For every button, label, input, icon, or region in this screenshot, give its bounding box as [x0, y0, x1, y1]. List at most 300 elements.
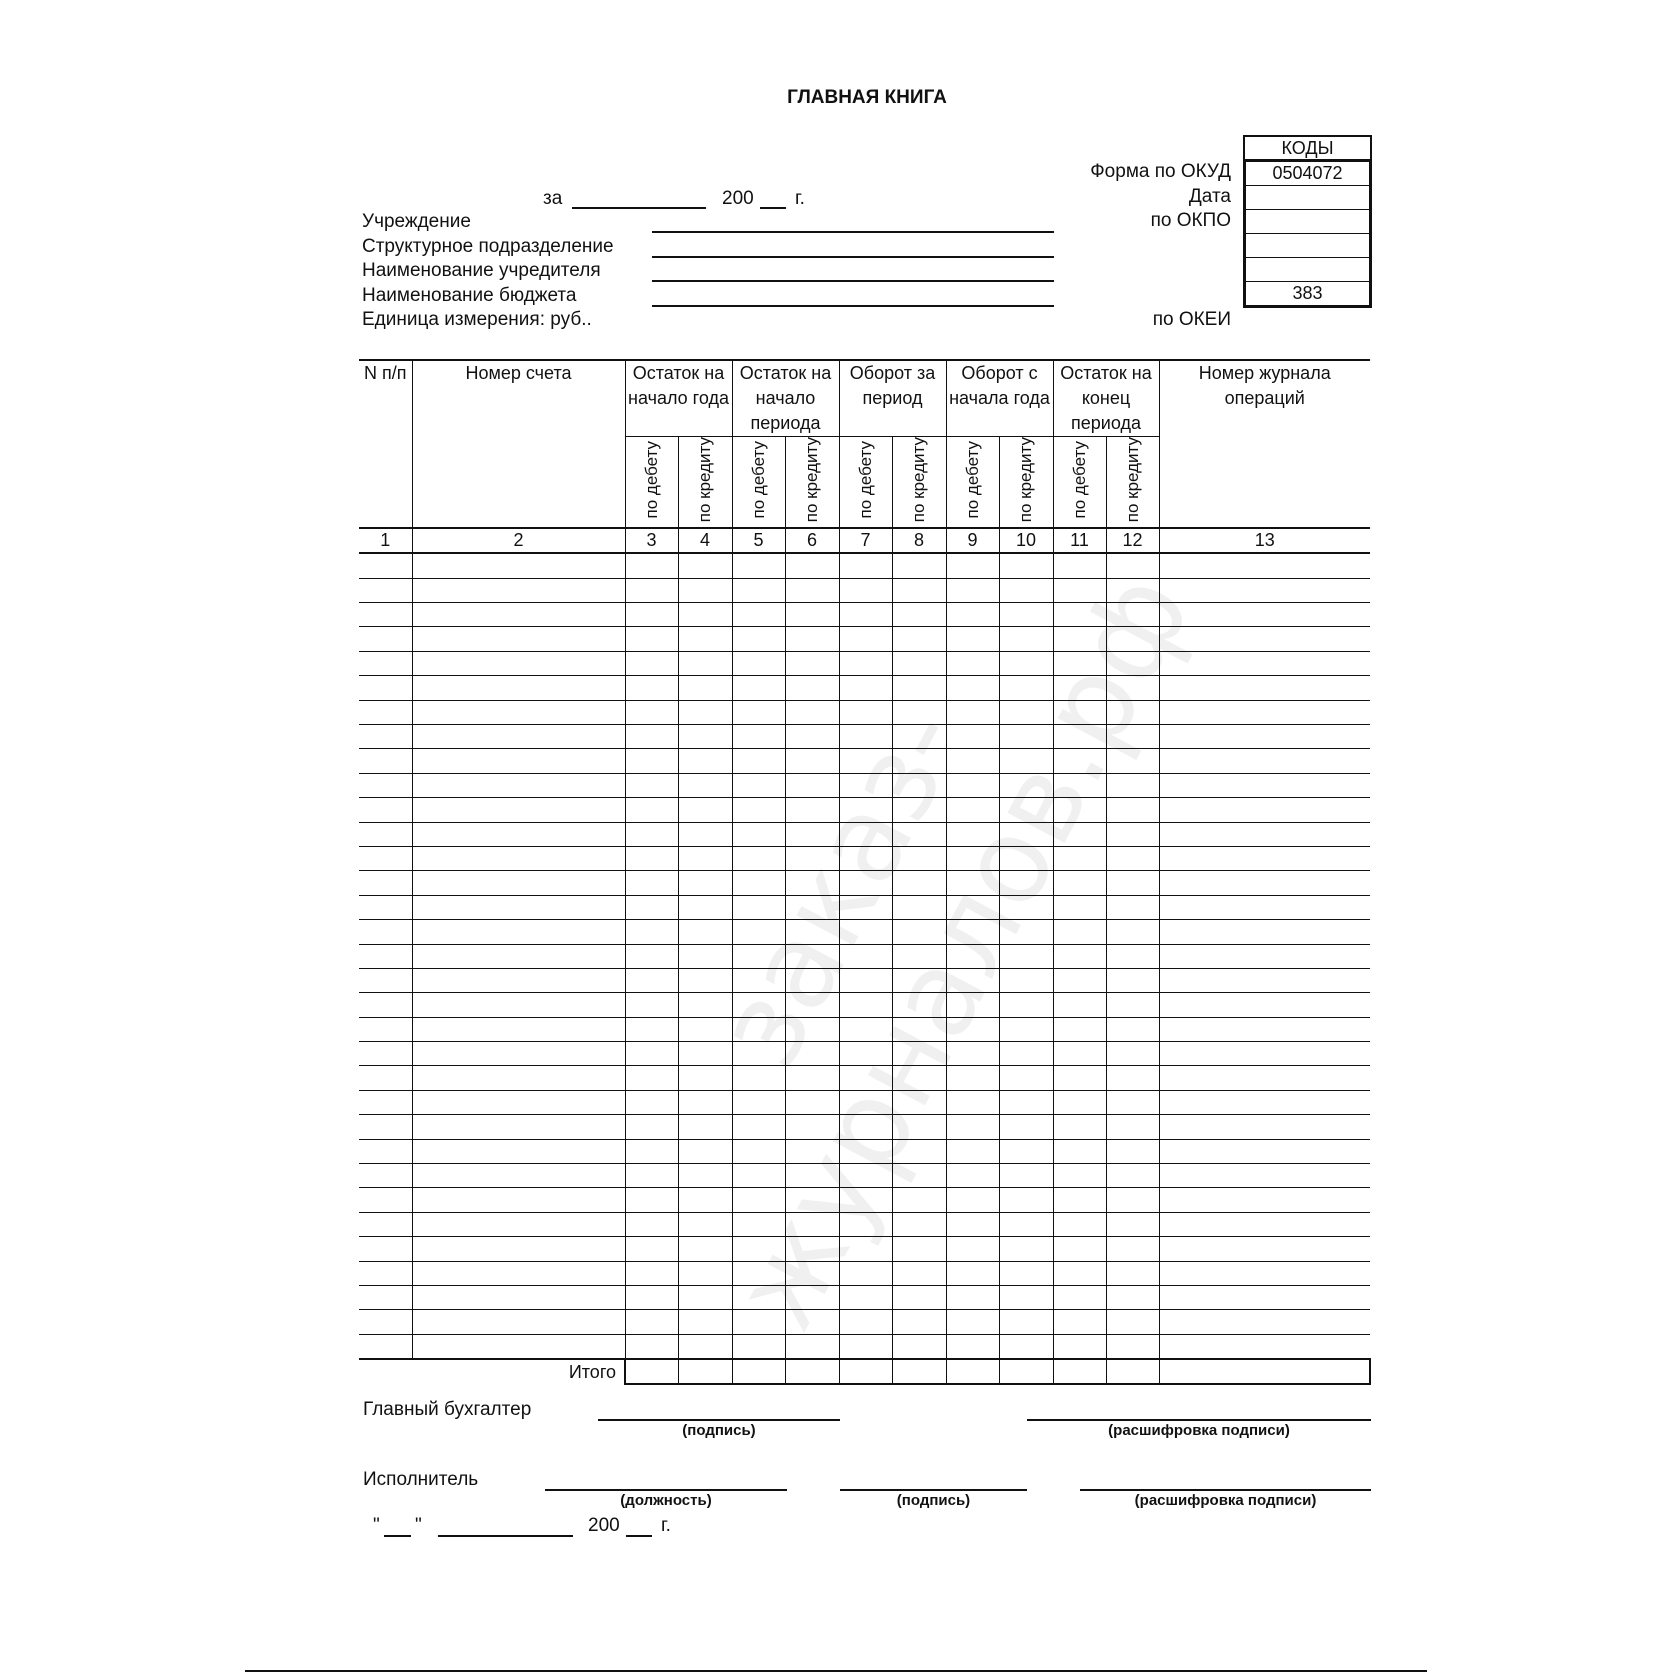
table-cell[interactable] [625, 1139, 678, 1163]
table-cell[interactable] [625, 1188, 678, 1212]
table-cell[interactable] [839, 895, 892, 919]
table-cell[interactable] [359, 676, 412, 700]
table-cell[interactable] [785, 1115, 839, 1139]
table-cell[interactable] [839, 553, 892, 578]
table-cell[interactable] [839, 1139, 892, 1163]
table-cell[interactable] [1159, 627, 1370, 651]
table-cell[interactable] [732, 724, 785, 748]
table-cell[interactable] [1053, 1066, 1106, 1090]
table-cell[interactable] [1106, 1237, 1159, 1261]
table-cell[interactable] [1106, 920, 1159, 944]
table-cell[interactable] [678, 1334, 732, 1359]
table-cell[interactable] [412, 1237, 625, 1261]
table-cell[interactable] [1053, 578, 1106, 602]
table-cell[interactable] [412, 1212, 625, 1236]
table-cell[interactable] [946, 798, 999, 822]
table-cell[interactable] [946, 1334, 999, 1359]
table-cell[interactable] [412, 846, 625, 870]
table-cell[interactable] [678, 871, 732, 895]
table-cell[interactable] [1053, 1017, 1106, 1041]
table-cell[interactable] [1159, 578, 1370, 602]
table-cell[interactable] [412, 798, 625, 822]
table-cell[interactable] [785, 920, 839, 944]
table-cell[interactable] [1159, 749, 1370, 773]
table-cell[interactable] [1106, 1139, 1159, 1163]
table-cell[interactable] [1159, 553, 1370, 578]
table-cell[interactable] [785, 895, 839, 919]
total-cell[interactable] [1053, 1359, 1106, 1384]
table-cell[interactable] [1106, 871, 1159, 895]
table-cell[interactable] [359, 1066, 412, 1090]
table-cell[interactable] [839, 1115, 892, 1139]
table-cell[interactable] [412, 1261, 625, 1285]
table-cell[interactable] [412, 553, 625, 578]
table-cell[interactable] [1159, 920, 1370, 944]
table-cell[interactable] [1106, 1261, 1159, 1285]
table-cell[interactable] [625, 1090, 678, 1114]
table-cell[interactable] [1159, 651, 1370, 675]
table-cell[interactable] [1159, 846, 1370, 870]
table-cell[interactable] [625, 1017, 678, 1041]
table-cell[interactable] [732, 1334, 785, 1359]
table-cell[interactable] [732, 651, 785, 675]
table-cell[interactable] [732, 1017, 785, 1041]
table-cell[interactable] [839, 724, 892, 748]
table-cell[interactable] [678, 651, 732, 675]
table-cell[interactable] [732, 1285, 785, 1309]
table-cell[interactable] [892, 1115, 946, 1139]
table-cell[interactable] [1053, 1237, 1106, 1261]
table-cell[interactable] [839, 944, 892, 968]
table-cell[interactable] [678, 968, 732, 992]
table-cell[interactable] [892, 993, 946, 1017]
table-cell[interactable] [785, 603, 839, 627]
table-cell[interactable] [1053, 553, 1106, 578]
table-cell[interactable] [1159, 1042, 1370, 1066]
table-cell[interactable] [732, 1139, 785, 1163]
table-cell[interactable] [412, 944, 625, 968]
table-cell[interactable] [359, 1188, 412, 1212]
table-cell[interactable] [412, 1017, 625, 1041]
table-cell[interactable] [678, 798, 732, 822]
table-cell[interactable] [946, 1237, 999, 1261]
table-cell[interactable] [999, 1261, 1053, 1285]
table-cell[interactable] [999, 1042, 1053, 1066]
table-cell[interactable] [785, 553, 839, 578]
table-cell[interactable] [412, 871, 625, 895]
table-cell[interactable] [839, 1066, 892, 1090]
table-cell[interactable] [732, 1237, 785, 1261]
table-cell[interactable] [1159, 1090, 1370, 1114]
table-cell[interactable] [1053, 798, 1106, 822]
table-cell[interactable] [892, 1261, 946, 1285]
table-cell[interactable] [999, 1139, 1053, 1163]
table-cell[interactable] [678, 895, 732, 919]
table-cell[interactable] [412, 920, 625, 944]
table-cell[interactable] [412, 603, 625, 627]
table-cell[interactable] [946, 1188, 999, 1212]
table-cell[interactable] [1053, 1042, 1106, 1066]
table-cell[interactable] [839, 578, 892, 602]
table-cell[interactable] [678, 749, 732, 773]
table-cell[interactable] [1053, 1164, 1106, 1188]
table-cell[interactable] [625, 578, 678, 602]
table-cell[interactable] [678, 1237, 732, 1261]
table-cell[interactable] [1106, 1334, 1159, 1359]
table-cell[interactable] [946, 603, 999, 627]
table-cell[interactable] [1106, 627, 1159, 651]
table-cell[interactable] [999, 651, 1053, 675]
table-cell[interactable] [625, 676, 678, 700]
table-cell[interactable] [359, 749, 412, 773]
table-cell[interactable] [999, 968, 1053, 992]
table-cell[interactable] [785, 749, 839, 773]
table-cell[interactable] [1053, 749, 1106, 773]
table-cell[interactable] [839, 676, 892, 700]
table-cell[interactable] [1106, 773, 1159, 797]
table-cell[interactable] [732, 1188, 785, 1212]
table-cell[interactable] [999, 1334, 1053, 1359]
table-cell[interactable] [946, 1310, 999, 1334]
table-cell[interactable] [625, 895, 678, 919]
table-cell[interactable] [946, 1066, 999, 1090]
table-cell[interactable] [785, 773, 839, 797]
table-cell[interactable] [946, 920, 999, 944]
table-cell[interactable] [839, 1285, 892, 1309]
table-cell[interactable] [892, 846, 946, 870]
table-cell[interactable] [892, 895, 946, 919]
table-cell[interactable] [946, 724, 999, 748]
table-cell[interactable] [892, 553, 946, 578]
table-cell[interactable] [839, 1042, 892, 1066]
table-cell[interactable] [678, 1310, 732, 1334]
code-blank-2[interactable] [1246, 258, 1369, 282]
table-cell[interactable] [412, 651, 625, 675]
table-cell[interactable] [678, 1115, 732, 1139]
table-cell[interactable] [1159, 700, 1370, 724]
table-cell[interactable] [785, 944, 839, 968]
table-cell[interactable] [1159, 944, 1370, 968]
table-cell[interactable] [625, 1066, 678, 1090]
table-cell[interactable] [732, 871, 785, 895]
table-cell[interactable] [946, 578, 999, 602]
total-cell[interactable] [678, 1359, 732, 1384]
table-cell[interactable] [625, 944, 678, 968]
table-cell[interactable] [732, 1212, 785, 1236]
code-blank-1[interactable] [1246, 234, 1369, 258]
table-cell[interactable] [1159, 1017, 1370, 1041]
table-cell[interactable] [946, 1042, 999, 1066]
table-cell[interactable] [359, 1310, 412, 1334]
table-cell[interactable] [785, 1164, 839, 1188]
table-cell[interactable] [785, 1310, 839, 1334]
table-cell[interactable] [839, 993, 892, 1017]
table-cell[interactable] [625, 1164, 678, 1188]
table-cell[interactable] [785, 651, 839, 675]
table-cell[interactable] [839, 651, 892, 675]
table-cell[interactable] [1053, 1090, 1106, 1114]
table-cell[interactable] [1159, 968, 1370, 992]
table-cell[interactable] [785, 1188, 839, 1212]
table-cell[interactable] [1053, 822, 1106, 846]
table-cell[interactable] [1106, 1115, 1159, 1139]
table-cell[interactable] [1159, 1334, 1370, 1359]
table-cell[interactable] [732, 700, 785, 724]
table-cell[interactable] [359, 822, 412, 846]
table-cell[interactable] [1159, 1285, 1370, 1309]
table-cell[interactable] [1053, 1285, 1106, 1309]
table-cell[interactable] [1106, 1212, 1159, 1236]
table-cell[interactable] [946, 773, 999, 797]
table-cell[interactable] [892, 871, 946, 895]
table-cell[interactable] [839, 1090, 892, 1114]
table-cell[interactable] [946, 1017, 999, 1041]
table-cell[interactable] [892, 578, 946, 602]
table-cell[interactable] [892, 1042, 946, 1066]
table-cell[interactable] [892, 1285, 946, 1309]
table-cell[interactable] [625, 1042, 678, 1066]
table-cell[interactable] [785, 1017, 839, 1041]
table-cell[interactable] [678, 700, 732, 724]
table-cell[interactable] [678, 578, 732, 602]
table-cell[interactable] [412, 773, 625, 797]
budget-line[interactable] [652, 305, 1054, 307]
table-cell[interactable] [359, 1115, 412, 1139]
table-cell[interactable] [625, 700, 678, 724]
table-cell[interactable] [839, 968, 892, 992]
table-cell[interactable] [1106, 724, 1159, 748]
table-cell[interactable] [1053, 627, 1106, 651]
table-cell[interactable] [625, 993, 678, 1017]
table-cell[interactable] [359, 1212, 412, 1236]
table-cell[interactable] [839, 1237, 892, 1261]
table-cell[interactable] [1053, 920, 1106, 944]
okpo-value[interactable] [1246, 210, 1369, 234]
table-cell[interactable] [1159, 1115, 1370, 1139]
table-cell[interactable] [839, 1310, 892, 1334]
table-cell[interactable] [678, 1066, 732, 1090]
table-cell[interactable] [1106, 822, 1159, 846]
table-cell[interactable] [625, 1237, 678, 1261]
table-cell[interactable] [946, 895, 999, 919]
table-cell[interactable] [1159, 1261, 1370, 1285]
table-cell[interactable] [946, 676, 999, 700]
table-cell[interactable] [999, 553, 1053, 578]
table-cell[interactable] [999, 871, 1053, 895]
table-cell[interactable] [412, 749, 625, 773]
table-cell[interactable] [412, 968, 625, 992]
table-cell[interactable] [1159, 1164, 1370, 1188]
table-cell[interactable] [412, 1164, 625, 1188]
table-cell[interactable] [1106, 1090, 1159, 1114]
table-cell[interactable] [359, 700, 412, 724]
table-cell[interactable] [1106, 1285, 1159, 1309]
table-cell[interactable] [678, 1261, 732, 1285]
table-cell[interactable] [785, 627, 839, 651]
okei-value[interactable]: 383 [1292, 283, 1323, 303]
date-month-line[interactable] [438, 1535, 573, 1537]
table-cell[interactable] [1053, 676, 1106, 700]
table-cell[interactable] [999, 1115, 1053, 1139]
table-cell[interactable] [1106, 1066, 1159, 1090]
table-cell[interactable] [999, 1017, 1053, 1041]
table-cell[interactable] [732, 968, 785, 992]
table-cell[interactable] [732, 676, 785, 700]
table-cell[interactable] [946, 1090, 999, 1114]
period-year-line[interactable] [760, 207, 786, 209]
table-cell[interactable] [1106, 553, 1159, 578]
table-cell[interactable] [359, 1237, 412, 1261]
table-cell[interactable] [412, 578, 625, 602]
table-cell[interactable] [359, 773, 412, 797]
table-cell[interactable] [412, 627, 625, 651]
table-cell[interactable] [946, 749, 999, 773]
table-cell[interactable] [839, 603, 892, 627]
total-cell[interactable] [999, 1359, 1053, 1384]
table-cell[interactable] [412, 1115, 625, 1139]
table-cell[interactable] [892, 1237, 946, 1261]
table-cell[interactable] [999, 1237, 1053, 1261]
table-cell[interactable] [625, 627, 678, 651]
table-cell[interactable] [839, 798, 892, 822]
table-cell[interactable] [678, 1090, 732, 1114]
table-cell[interactable] [732, 1090, 785, 1114]
table-cell[interactable] [1053, 1261, 1106, 1285]
table-cell[interactable] [946, 1164, 999, 1188]
table-cell[interactable] [785, 676, 839, 700]
table-cell[interactable] [1159, 871, 1370, 895]
table-cell[interactable] [999, 700, 1053, 724]
total-cell[interactable] [946, 1359, 999, 1384]
table-cell[interactable] [359, 603, 412, 627]
table-cell[interactable] [839, 700, 892, 724]
table-cell[interactable] [892, 724, 946, 748]
table-cell[interactable] [999, 578, 1053, 602]
table-cell[interactable] [412, 724, 625, 748]
table-cell[interactable] [946, 968, 999, 992]
table-cell[interactable] [412, 993, 625, 1017]
table-cell[interactable] [1053, 651, 1106, 675]
table-cell[interactable] [732, 1066, 785, 1090]
table-cell[interactable] [359, 553, 412, 578]
table-cell[interactable] [1159, 773, 1370, 797]
table-cell[interactable] [1159, 676, 1370, 700]
table-cell[interactable] [1159, 822, 1370, 846]
executor-signature-line[interactable] [840, 1489, 1027, 1491]
table-cell[interactable] [999, 749, 1053, 773]
table-cell[interactable] [892, 968, 946, 992]
table-cell[interactable] [892, 627, 946, 651]
total-cell[interactable] [625, 1359, 678, 1384]
table-cell[interactable] [412, 1090, 625, 1114]
table-cell[interactable] [999, 993, 1053, 1017]
table-cell[interactable] [785, 1090, 839, 1114]
table-cell[interactable] [1159, 993, 1370, 1017]
total-cell[interactable] [785, 1359, 839, 1384]
table-cell[interactable] [1159, 798, 1370, 822]
table-cell[interactable] [1106, 993, 1159, 1017]
table-cell[interactable] [999, 1164, 1053, 1188]
table-cell[interactable] [359, 1139, 412, 1163]
table-cell[interactable] [678, 773, 732, 797]
table-cell[interactable] [412, 1139, 625, 1163]
table-cell[interactable] [359, 1090, 412, 1114]
table-cell[interactable] [678, 944, 732, 968]
total-cell[interactable] [1106, 1359, 1159, 1384]
table-cell[interactable] [892, 1188, 946, 1212]
table-cell[interactable] [412, 676, 625, 700]
table-cell[interactable] [999, 920, 1053, 944]
table-cell[interactable] [839, 1334, 892, 1359]
table-cell[interactable] [359, 1042, 412, 1066]
table-cell[interactable] [625, 1261, 678, 1285]
table-cell[interactable] [412, 822, 625, 846]
table-cell[interactable] [1053, 1115, 1106, 1139]
table-cell[interactable] [678, 846, 732, 870]
executor-position-line[interactable] [545, 1489, 787, 1491]
okud-value[interactable]: 0504072 [1246, 162, 1369, 186]
table-cell[interactable] [1106, 749, 1159, 773]
table-cell[interactable] [785, 1042, 839, 1066]
table-cell[interactable] [732, 993, 785, 1017]
table-cell[interactable] [732, 895, 785, 919]
table-cell[interactable] [678, 1042, 732, 1066]
table-cell[interactable] [999, 846, 1053, 870]
table-cell[interactable] [678, 724, 732, 748]
table-cell[interactable] [678, 1017, 732, 1041]
table-cell[interactable] [1106, 1188, 1159, 1212]
table-cell[interactable] [1053, 700, 1106, 724]
table-cell[interactable] [359, 1285, 412, 1309]
table-cell[interactable] [732, 603, 785, 627]
table-cell[interactable] [1053, 1212, 1106, 1236]
table-cell[interactable] [1053, 993, 1106, 1017]
table-cell[interactable] [839, 822, 892, 846]
table-cell[interactable] [359, 1261, 412, 1285]
table-cell[interactable] [1053, 1188, 1106, 1212]
table-cell[interactable] [946, 1261, 999, 1285]
table-cell[interactable] [946, 944, 999, 968]
table-cell[interactable] [1159, 1237, 1370, 1261]
table-cell[interactable] [892, 749, 946, 773]
chief-name-line[interactable] [1027, 1419, 1371, 1421]
table-cell[interactable] [785, 871, 839, 895]
table-cell[interactable] [678, 993, 732, 1017]
table-cell[interactable] [625, 1285, 678, 1309]
table-cell[interactable] [892, 944, 946, 968]
table-cell[interactable] [359, 993, 412, 1017]
table-cell[interactable] [412, 700, 625, 724]
table-cell[interactable] [1053, 871, 1106, 895]
table-cell[interactable] [678, 1188, 732, 1212]
table-cell[interactable] [625, 603, 678, 627]
table-cell[interactable] [785, 1261, 839, 1285]
table-cell[interactable] [625, 822, 678, 846]
table-cell[interactable] [1106, 578, 1159, 602]
table-cell[interactable] [785, 968, 839, 992]
table-cell[interactable] [1106, 1017, 1159, 1041]
table-cell[interactable] [839, 627, 892, 651]
period-date-line[interactable] [572, 207, 706, 209]
table-cell[interactable] [785, 1334, 839, 1359]
table-cell[interactable] [625, 1310, 678, 1334]
table-cell[interactable] [1159, 895, 1370, 919]
table-cell[interactable] [359, 651, 412, 675]
table-cell[interactable] [625, 1334, 678, 1359]
table-cell[interactable] [839, 920, 892, 944]
table-cell[interactable] [892, 1066, 946, 1090]
table-cell[interactable] [946, 993, 999, 1017]
